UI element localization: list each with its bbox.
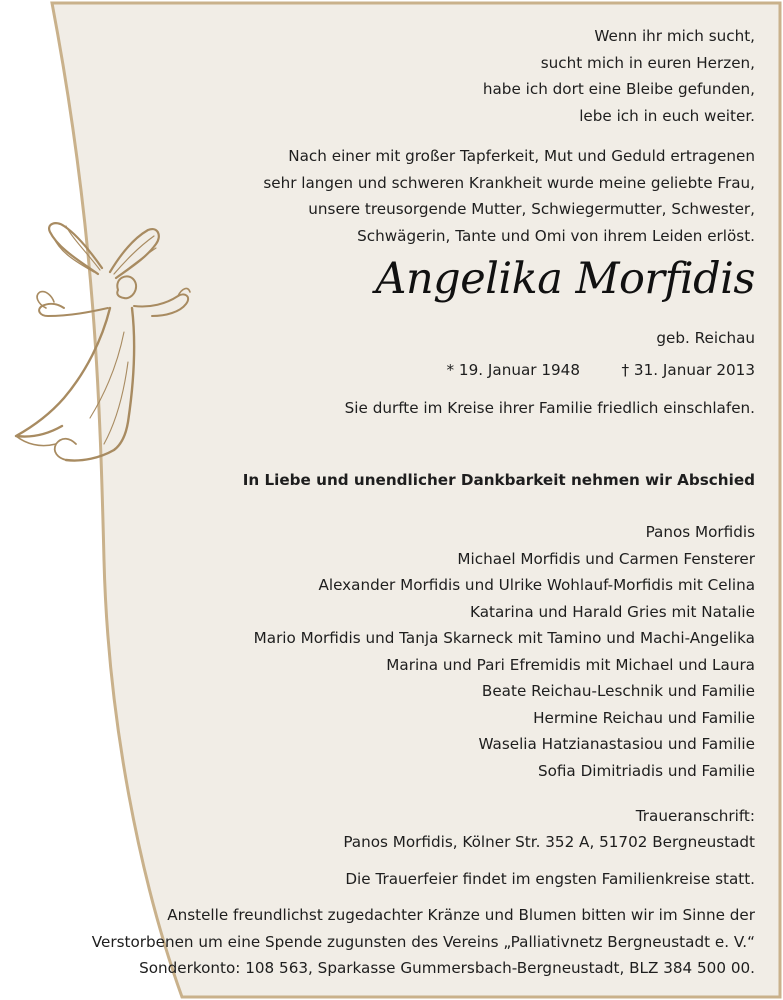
mourner-item: Michael Morfidis und Carmen Fensterer: [457, 549, 755, 568]
poem-line: sucht mich in euren Herzen,: [540, 53, 755, 72]
announcement-line: Nach einer mit großer Tapferkeit, Mut und Geduld ertragenen: [288, 147, 755, 165]
poem: [483, 23, 755, 129]
peaceful-note: Sie durfte im Kreise ihrer Familie friedlich einschlafen.: [344, 399, 755, 417]
donation-note: [92, 902, 755, 982]
poem-line: lebe ich in euch weiter.: [579, 106, 755, 125]
mourner-item: Hermine Reichau und Familie: [533, 708, 755, 727]
announcement-line: unsere treusorgende Mutter, Schwiegermutter, Schwester,: [308, 200, 755, 218]
birth-name: geb. Reichau: [656, 329, 755, 347]
donation-line: Verstorbenen um eine Spende zugunsten des Vereins „Palliativnetz Bergneustadt e. V.“: [91, 932, 755, 951]
death-announcement: [263, 143, 755, 249]
angel-icon: [6, 212, 196, 472]
mourner-item: Alexander Morfidis und Ulrike Wohlauf-Morfidis mit Celina: [318, 576, 755, 594]
ceremony-note: Die Trauerfeier findet im engsten Familienkreise statt.: [345, 870, 755, 888]
birth-date: * 19. Januar 1948: [446, 361, 580, 379]
mourner-item: Waselia Hatzianastasiou und Familie: [478, 735, 755, 753]
mourning-address-label: Traueranschrift:: [635, 807, 755, 825]
mourning-address: Panos Morfidis, Kölner Str. 352 A, 51702 Bergneustadt: [343, 833, 755, 851]
farewell-heading: In Liebe und unendlicher Dankbarkeit nehmen wir Abschied: [242, 471, 755, 489]
mourner-item: Panos Morfidis: [645, 523, 755, 541]
announcement-line: Schwägerin, Tante und Omi von ihrem Leiden erlöst.: [357, 226, 755, 245]
mourner-item: Sofia Dimitriadis und Familie: [537, 761, 755, 780]
poem-line: habe ich dort eine Bleibe gefunden,: [482, 80, 755, 98]
mourner-item: Beate Reichau-Leschnik und Familie: [481, 682, 755, 700]
announcement-line: sehr langen und schweren Krankheit wurde meine geliebte Frau,: [263, 173, 755, 192]
death-date: † 31. Januar 2013: [621, 361, 755, 379]
donation-line: Sonderkonto: 108 563, Sparkasse Gummersbach-Bergneustadt, BLZ 384 500 00.: [139, 959, 755, 977]
deceased-name: Angelika Morfidis: [375, 254, 755, 304]
poem-line: Wenn ihr mich sucht,: [594, 27, 755, 45]
donation-line: Anstelle freundlichst zugedachter Kränze und Blumen bitten wir im Sinne der: [167, 906, 755, 924]
mourner-item: Katarina und Harald Gries mit Natalie: [470, 602, 755, 621]
mourner-item: Marina und Pari Efremidis mit Michael und Laura: [386, 655, 755, 674]
mourners-list: [254, 519, 755, 784]
mourner-item: Mario Morfidis und Tanja Skarneck mit Tamino und Machi-Angelika: [253, 629, 755, 647]
